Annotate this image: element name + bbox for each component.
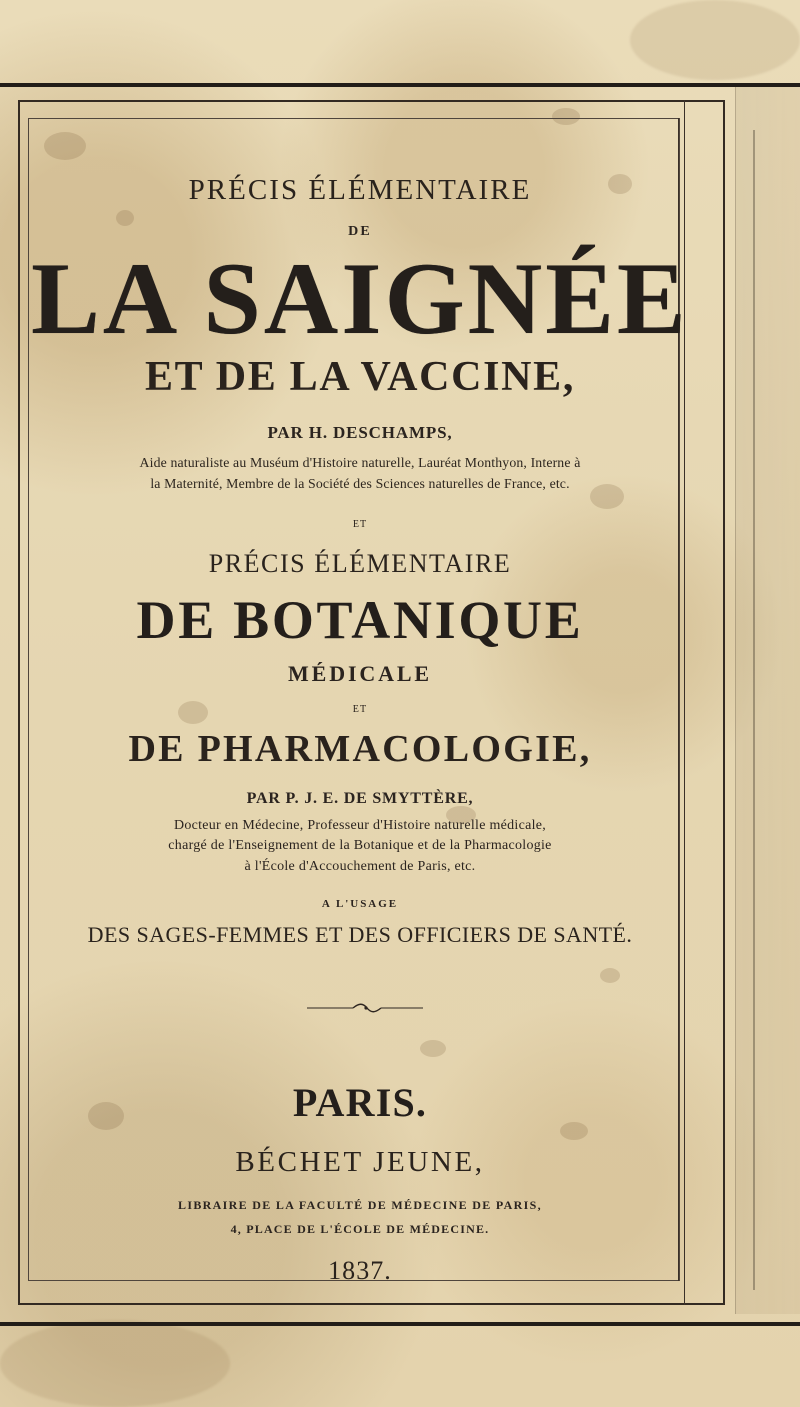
vaccine-title: ET DE LA VACCINE, — [144, 354, 576, 400]
page-edge-strip — [735, 87, 800, 1314]
pharmacologie-title: DE PHARMACOLOGIE, — [128, 728, 592, 770]
publisher-address: 4, PLACE DE L'ÉCOLE DE MÉDECINE. — [230, 1222, 490, 1236]
medicale-subtitle: MÉDICALE — [288, 661, 432, 686]
second-author-credentials-line-2: chargé de l'Enseignement de la Botanique et de la Pharmacologie — [168, 838, 552, 853]
botanique-title: DE BOTANIQUE — [136, 590, 584, 650]
publisher-name: BÉCHET JEUNE, — [235, 1146, 485, 1178]
main-title-saignee: LA SAIGNÉE — [31, 242, 689, 356]
corner-stain — [630, 0, 800, 80]
first-author-credentials-line-2: la Maternité, Membre de la Société des Sciences naturelles de France, etc. — [150, 476, 570, 491]
page-edge-line — [753, 130, 755, 1290]
corner-stain — [0, 1320, 230, 1407]
first-author: PAR H. DESCHAMPS, — [267, 423, 453, 442]
second-precis-heading: PRÉCIS ÉLÉMENTAIRE — [208, 549, 512, 578]
publisher-description: LIBRAIRE DE LA FACULTÉ DE MÉDECINE DE PARIS, — [178, 1198, 542, 1212]
top-border-rule — [0, 83, 800, 87]
second-author-credentials-line-1: Docteur en Médecine, Professeur d'Histoire naturelle médicale, — [173, 818, 547, 833]
first-author-credentials-line-1: Aide naturaliste au Muséum d'Histoire naturelle, Lauréat Monthyon, Interne à — [139, 455, 581, 470]
first-precis-heading: PRÉCIS ÉLÉMENTAIRE — [188, 174, 532, 206]
de-word: DE — [348, 224, 372, 239]
usage-label: A L'USAGE — [321, 898, 399, 910]
connector-et: ET — [352, 704, 368, 715]
bottom-border-rule — [0, 1322, 800, 1326]
connector-et: ET — [352, 519, 368, 530]
publication-year: 1837. — [328, 1256, 392, 1285]
second-author: PAR P. J. E. DE SMYTTÈRE, — [246, 790, 474, 807]
publication-city: PARIS. — [292, 1080, 428, 1125]
audience-line: DES SAGES-FEMMES ET DES OFFICIERS DE SANTÉ. — [87, 922, 633, 947]
decorative-rule — [305, 1000, 425, 1016]
second-author-credentials-line-3: à l'École d'Accouchement de Paris, etc. — [244, 859, 476, 874]
